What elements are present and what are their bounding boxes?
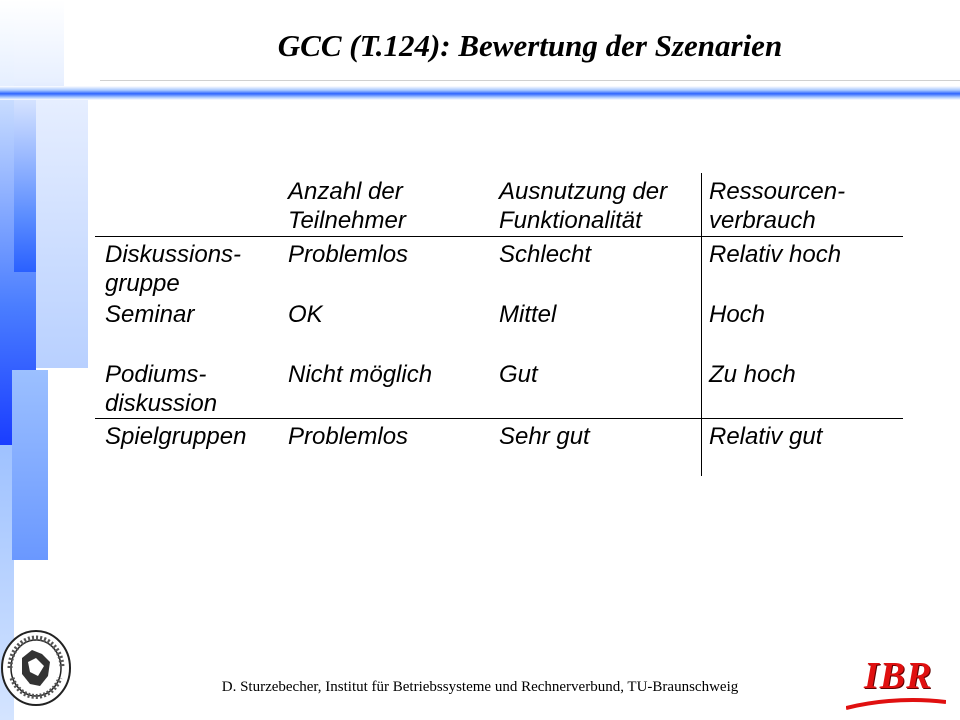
table-row-3-resources: Relativ gut — [709, 423, 823, 450]
title-divider — [0, 86, 960, 100]
header-cell-resources: Ressourcen- verbrauch — [709, 178, 846, 234]
table-row-3-scenario: Spielgruppen — [105, 423, 247, 450]
table-row-2-participants: Nicht möglich — [288, 361, 433, 388]
decor-bar-4 — [36, 100, 88, 368]
table-row-2-resources: Zu hoch — [709, 361, 796, 388]
university-seal-logo — [0, 628, 74, 708]
header-divider — [95, 236, 903, 237]
table-row-2-scenario: Podiums- diskussion — [105, 361, 218, 417]
table-row-1-functionality: Mittel — [499, 301, 557, 328]
table-row-0-resources: Relativ hoch — [709, 241, 842, 268]
table-row-0-functionality: Schlecht — [499, 241, 592, 268]
row-divider — [95, 418, 903, 419]
decor-bar-5 — [12, 370, 48, 560]
table-row-3-participants: Problemlos — [288, 423, 409, 450]
ibr-logo-text: IBR — [864, 655, 933, 697]
slide-title: GCC (T.124): Bewertung der Szenarien — [277, 28, 783, 63]
header-cell-functionality: Ausnutzung der Funktionalität — [499, 178, 668, 234]
table-row-2-functionality: Gut — [499, 361, 538, 388]
slide-footer: D. Sturzebecher, Institut für Betriebssysteme und Rechnerverbund, TU-Braunschweig — [221, 679, 739, 695]
column-divider — [701, 173, 702, 476]
title-divider-thin — [100, 80, 960, 81]
table-row-1-scenario: Seminar — [105, 301, 195, 328]
table-row-1-resources: Hoch — [709, 301, 766, 328]
table-row-3-functionality: Sehr gut — [499, 423, 590, 450]
table-row-0-scenario: Diskussions- gruppe — [105, 241, 242, 297]
header-cell-participants: Anzahl der Teilnehmer — [288, 178, 406, 234]
table-row-0-participants: Problemlos — [288, 241, 409, 268]
table-row-1-participants: OK — [288, 301, 323, 328]
ibr-logo-swoosh — [846, 698, 946, 710]
ibr-logo — [842, 652, 952, 720]
